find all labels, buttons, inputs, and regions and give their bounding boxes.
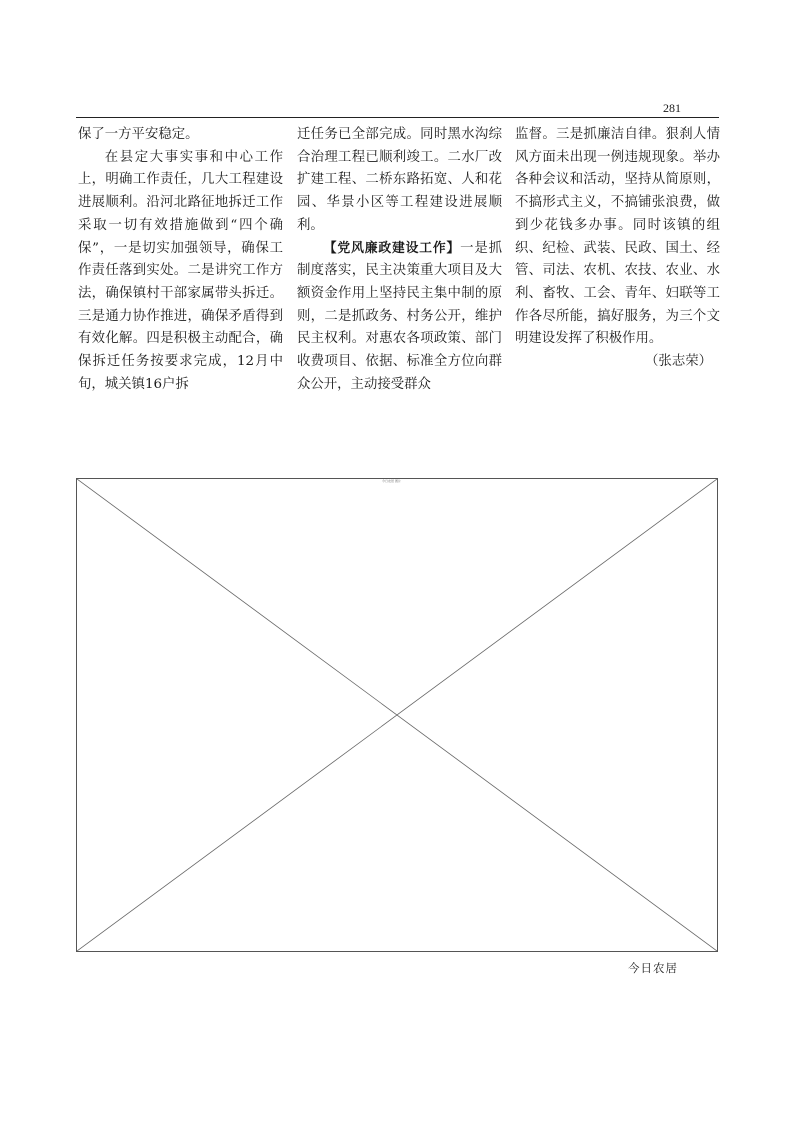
paragraph: 监督。三是抓廉洁自律。狠刹人情风方面未出现一例违规现象。举办各种会议和活动，坚持从简原则，不搞形式主义，不搞铺张浪费，做到少花钱多办事。同时该镇的组织、纪检、武装、民政、国土、经管、司法、农机、农技、农业、水利、畜牧、工会、青年、妇联等工作各尽所能，搞好服务，为三个文明建设发挥了积极作用。 (515, 127, 720, 347)
image-placeholder (76, 478, 718, 952)
placeholder-cross (77, 479, 717, 951)
paragraph: 保了一方平安稳定。 (78, 127, 199, 142)
section-heading: 【党风廉政建设工作】 (323, 240, 461, 256)
paragraph-text: 一是抓制度落实，民主决策重大项目及大额资金作用上坚持民主集中制的原则，二是抓政务、村务公开，维护民主权利。对惠农各项政策、部门收费项目、依据、标准全方位向群众公开，主动接受群众 (297, 240, 503, 392)
figure-tiny-label: 今日农居 图片 (382, 479, 401, 483)
header-rule (76, 117, 719, 118)
text-column-2 (297, 124, 502, 396)
page-number: 281 (663, 101, 681, 115)
text-column-1 (78, 124, 283, 396)
paragraph: 迁任务已全部完成。同时黑水沟综合治理工程已顺利竣工。二水厂改扩建工程、二桥东路拓宽、人和花园、华景小区等工程建设进展顺利。 (297, 127, 502, 233)
paragraph: 在县定大事实事和中心工作上，明确工作责任，几大工程建设进展顺利。沿河北路征地拆迁工作采取一切有效措施做到“四个确保”，一是切实加强领导，确保工作责任落到实处。二是讲究工作方法，确保镇村干部家属带头拆迁。三是通力协作推进，确保矛盾得到有效化解。四是积极主动配合，确保拆迁任务按要求完成，12月中旬，城关镇16户拆 (78, 149, 283, 392)
author-credit: （张志荣） (645, 354, 712, 370)
text-column-3 (515, 124, 720, 374)
figure-caption: 今日农居 (628, 961, 678, 975)
paragraph (297, 238, 502, 397)
